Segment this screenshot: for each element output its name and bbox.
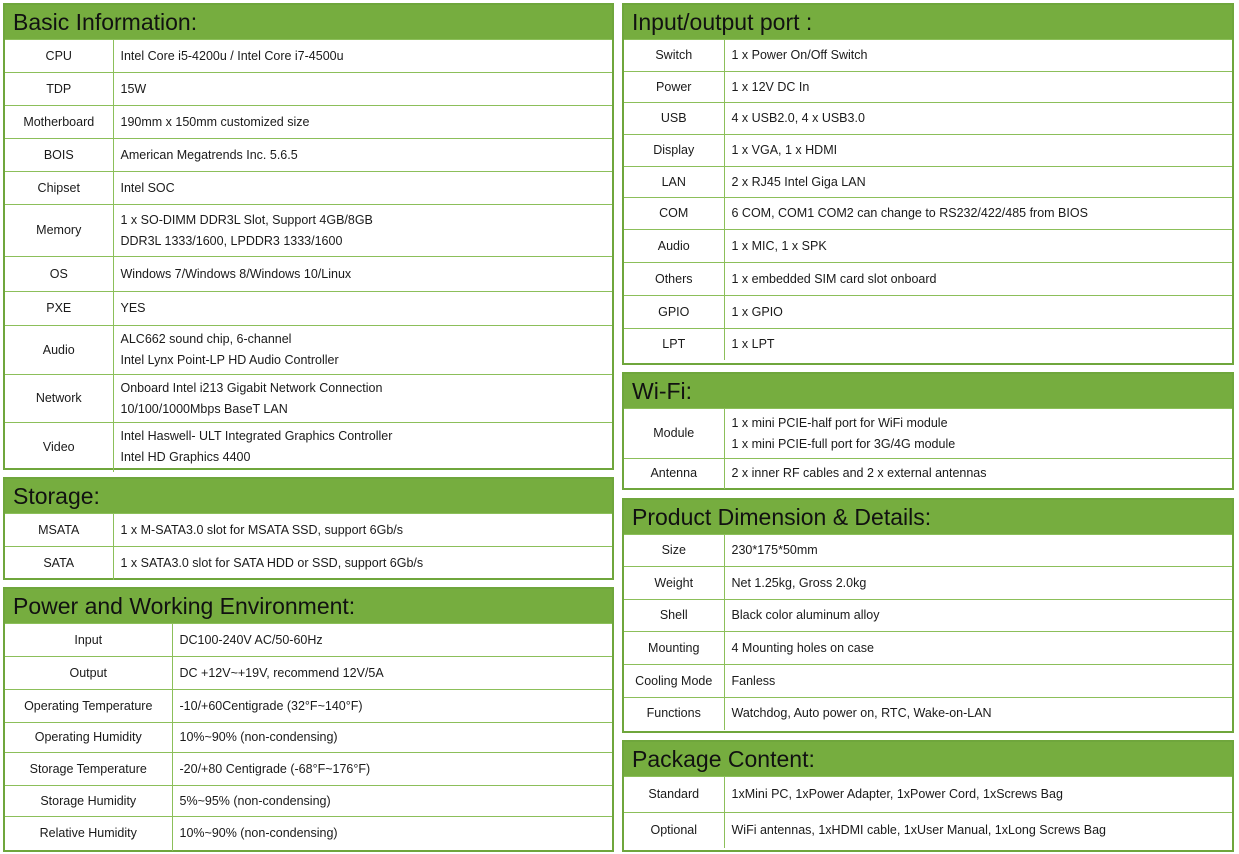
spec-row bbox=[5, 786, 612, 817]
spec-value-line: Fanless bbox=[731, 673, 776, 688]
spec-label: Storage Humidity bbox=[5, 786, 172, 817]
spec-value-line: 10%~90% (non-condensing) bbox=[179, 826, 338, 841]
spec-value bbox=[172, 657, 612, 690]
spec-value-line: 1 x 12V DC In bbox=[731, 79, 810, 94]
spec-label: Output bbox=[5, 657, 172, 690]
spec-value-line: 2 x RJ45 Intel Giga LAN bbox=[731, 174, 866, 189]
spec-label: Functions bbox=[624, 698, 724, 730]
spec-value-line: Intel Core i5-4200u / Intel Core i7-4500u bbox=[120, 48, 344, 63]
spec-row bbox=[624, 813, 1232, 848]
spec-value-line: DDR3L 1333/1600, LPDDR3 1333/1600 bbox=[120, 233, 343, 248]
spec-value bbox=[724, 459, 1232, 489]
spec-row bbox=[5, 139, 612, 172]
spec-label: Shell bbox=[624, 600, 724, 632]
spec-value bbox=[172, 753, 612, 786]
basic-information-section bbox=[3, 3, 614, 470]
spec-value bbox=[172, 624, 612, 657]
spec-value bbox=[172, 817, 612, 851]
spec-row bbox=[624, 135, 1232, 167]
spec-table bbox=[624, 39, 1232, 360]
spec-value-line: 1 x SO-DIMM DDR3L Slot, Support 4GB/8GB bbox=[120, 212, 373, 227]
spec-label: OS bbox=[5, 257, 113, 292]
spec-value-line: 2 x inner RF cables and 2 x external antennas bbox=[731, 466, 987, 481]
spec-label: Module bbox=[624, 409, 724, 459]
spec-value-line: 1 x mini PCIE-half port for WiFi module bbox=[731, 415, 948, 430]
spec-value bbox=[724, 296, 1232, 329]
spec-value-line: Net 1.25kg, Gross 2.0kg bbox=[731, 575, 867, 590]
spec-label: Storage Temperature bbox=[5, 753, 172, 786]
storage-section bbox=[3, 477, 614, 580]
spec-value bbox=[724, 230, 1232, 263]
spec-label: Weight bbox=[624, 567, 724, 600]
spec-value bbox=[113, 547, 612, 580]
spec-table bbox=[5, 39, 612, 472]
spec-value bbox=[113, 375, 612, 423]
spec-row bbox=[5, 817, 612, 851]
spec-row bbox=[624, 535, 1232, 567]
spec-label: Cooling Mode bbox=[624, 665, 724, 698]
spec-value-line: Windows 7/Windows 8/Windows 10/Linux bbox=[120, 266, 352, 281]
io-port-section bbox=[622, 3, 1234, 365]
spec-row bbox=[624, 329, 1232, 360]
spec-value-line: Onboard Intel i213 Gigabit Network Connection bbox=[120, 380, 383, 395]
spec-label: LPT bbox=[624, 329, 724, 360]
spec-value-line: -20/+80 Centigrade (-68°F~176°F) bbox=[179, 761, 371, 776]
spec-value-line: American Megatrends Inc. 5.6.5 bbox=[120, 147, 298, 162]
spec-value bbox=[724, 329, 1232, 360]
spec-value bbox=[724, 600, 1232, 632]
spec-label: Display bbox=[624, 135, 724, 167]
spec-label: Input bbox=[5, 624, 172, 657]
spec-row bbox=[5, 172, 612, 205]
spec-value-line: Black color aluminum alloy bbox=[731, 608, 880, 622]
spec-value-line: 1 x SATA3.0 slot for SATA HDD or SSD, support 6Gb/s bbox=[120, 555, 424, 570]
spec-value-line: 1 x LPT bbox=[731, 336, 775, 351]
spec-row bbox=[5, 624, 612, 657]
spec-label: Operating Temperature bbox=[5, 690, 172, 723]
spec-label: Relative Humidity bbox=[5, 817, 172, 851]
spec-label: Size bbox=[624, 535, 724, 567]
spec-value-line: Intel Lynx Point-LP HD Audio Controller bbox=[120, 353, 339, 367]
spec-value bbox=[113, 73, 612, 106]
spec-label: PXE bbox=[5, 292, 113, 326]
spec-label: COM bbox=[624, 198, 724, 230]
spec-row bbox=[624, 296, 1232, 329]
spec-label: Standard bbox=[624, 777, 724, 813]
spec-row bbox=[5, 73, 612, 106]
spec-label: Audio bbox=[624, 230, 724, 263]
spec-row bbox=[5, 106, 612, 139]
spec-row bbox=[5, 205, 612, 257]
spec-label: Video bbox=[5, 423, 113, 472]
spec-value-line: Intel SOC bbox=[120, 180, 175, 195]
spec-value-line: 1 x M-SATA3.0 slot for MSATA SSD, support 6Gb/s bbox=[120, 522, 404, 537]
spec-row bbox=[624, 665, 1232, 698]
spec-label: CPU bbox=[5, 40, 113, 73]
section-title: Input/output port : bbox=[624, 5, 1232, 39]
spec-row bbox=[624, 409, 1232, 459]
spec-value bbox=[724, 72, 1232, 103]
spec-label: MSATA bbox=[5, 514, 113, 547]
spec-row bbox=[624, 167, 1232, 198]
spec-row bbox=[5, 423, 612, 472]
spec-value bbox=[113, 172, 612, 205]
spec-table bbox=[624, 776, 1232, 848]
spec-value bbox=[113, 139, 612, 172]
spec-row bbox=[5, 690, 612, 723]
spec-value-line: DC +12V~+19V, recommend 12V/5A bbox=[179, 665, 384, 680]
spec-label: SATA bbox=[5, 547, 113, 580]
spec-value bbox=[724, 263, 1232, 296]
spec-value bbox=[724, 567, 1232, 600]
spec-label: BOIS bbox=[5, 139, 113, 172]
section-title: Power and Working Environment: bbox=[5, 589, 612, 623]
section-title: Package Content: bbox=[624, 742, 1232, 776]
spec-table bbox=[5, 623, 612, 851]
spec-value-line: Intel Haswell- ULT Integrated Graphics Controller bbox=[120, 429, 393, 444]
spec-value bbox=[113, 257, 612, 292]
spec-row bbox=[5, 723, 612, 753]
spec-value-line: 1 x VGA, 1 x HDMI bbox=[731, 143, 838, 157]
spec-label: Mounting bbox=[624, 632, 724, 665]
spec-table bbox=[624, 534, 1232, 730]
spec-value bbox=[724, 409, 1232, 459]
spec-label: USB bbox=[624, 103, 724, 135]
spec-label: Others bbox=[624, 263, 724, 296]
spec-value bbox=[113, 514, 612, 547]
spec-label: Motherboard bbox=[5, 106, 113, 139]
spec-value-line: WiFi antennas, 1xHDMI cable, 1xUser Manual, 1xLong Screws Bag bbox=[731, 822, 1106, 837]
spec-row bbox=[5, 40, 612, 73]
spec-value bbox=[172, 690, 612, 723]
spec-table bbox=[5, 513, 612, 580]
spec-value-line: Intel HD Graphics 4400 bbox=[120, 450, 251, 465]
spec-value-line: 5%~95% (non-condensing) bbox=[179, 793, 331, 808]
spec-value bbox=[113, 326, 612, 375]
spec-value bbox=[724, 777, 1232, 813]
spec-value bbox=[172, 723, 612, 753]
spec-row bbox=[5, 753, 612, 786]
spec-value bbox=[113, 423, 612, 472]
spec-label: Chipset bbox=[5, 172, 113, 205]
spec-row bbox=[5, 326, 612, 375]
spec-value-line: 15W bbox=[120, 81, 147, 96]
spec-row bbox=[624, 567, 1232, 600]
spec-value bbox=[113, 205, 612, 257]
spec-value-line: 1 x MIC, 1 x SPK bbox=[731, 238, 827, 253]
spec-value bbox=[724, 813, 1232, 848]
spec-value bbox=[724, 103, 1232, 135]
product-dimension-section bbox=[622, 498, 1234, 733]
spec-row bbox=[624, 198, 1232, 230]
spec-label: Optional bbox=[624, 813, 724, 848]
spec-value-line: -10/+60Centigrade (32°F~140°F) bbox=[179, 698, 363, 713]
spec-label: Power bbox=[624, 72, 724, 103]
spec-value-line: 6 COM, COM1 COM2 can change to RS232/422/485 from BIOS bbox=[731, 206, 1088, 220]
spec-label: Operating Humidity bbox=[5, 723, 172, 753]
spec-value-line: 1 x Power On/Off Switch bbox=[731, 48, 868, 62]
spec-value-line: 10/100/1000Mbps BaseT LAN bbox=[120, 401, 288, 416]
spec-value-line: 1xMini PC, 1xPower Adapter, 1xPower Cord, 1xScrews Bag bbox=[731, 787, 1063, 801]
spec-value bbox=[172, 786, 612, 817]
power-environment-section bbox=[3, 587, 614, 852]
section-title: Basic Information: bbox=[5, 5, 612, 39]
spec-value-line: 1 x mini PCIE-full port for 3G/4G module bbox=[731, 436, 956, 451]
spec-label: TDP bbox=[5, 73, 113, 106]
spec-row bbox=[624, 230, 1232, 263]
spec-value-line: Watchdog, Auto power on, RTC, Wake-on-LAN bbox=[731, 706, 992, 721]
spec-value bbox=[113, 106, 612, 139]
spec-row bbox=[624, 632, 1232, 665]
spec-row bbox=[5, 375, 612, 423]
spec-label: LAN bbox=[624, 167, 724, 198]
spec-row bbox=[624, 40, 1232, 72]
spec-label: Antenna bbox=[624, 459, 724, 489]
spec-row bbox=[624, 777, 1232, 813]
spec-label: Switch bbox=[624, 40, 724, 72]
package-content-section bbox=[622, 740, 1234, 852]
section-title: Storage: bbox=[5, 479, 612, 513]
spec-value bbox=[724, 198, 1232, 230]
spec-value-line: 190mm x 150mm customized size bbox=[120, 114, 310, 129]
spec-row bbox=[624, 459, 1232, 489]
spec-row bbox=[5, 547, 612, 580]
spec-label: Network bbox=[5, 375, 113, 423]
spec-value bbox=[724, 40, 1232, 72]
spec-value-line: 10%~90% (non-condensing) bbox=[179, 730, 338, 744]
spec-row bbox=[624, 600, 1232, 632]
spec-value bbox=[724, 632, 1232, 665]
spec-label: Memory bbox=[5, 205, 113, 257]
spec-value-line: 4 x USB2.0, 4 x USB3.0 bbox=[731, 111, 865, 125]
section-title: Wi-Fi: bbox=[624, 374, 1232, 408]
spec-table bbox=[624, 408, 1232, 489]
spec-value bbox=[724, 135, 1232, 167]
spec-row bbox=[624, 263, 1232, 296]
spec-label: GPIO bbox=[624, 296, 724, 329]
spec-value-line: YES bbox=[120, 301, 146, 315]
spec-value bbox=[724, 167, 1232, 198]
spec-row bbox=[624, 103, 1232, 135]
spec-row bbox=[5, 257, 612, 292]
spec-value-line: ALC662 sound chip, 6-channel bbox=[120, 332, 292, 346]
spec-row bbox=[5, 514, 612, 547]
wifi-section bbox=[622, 372, 1234, 490]
spec-value-line: 230*175*50mm bbox=[731, 543, 818, 557]
spec-value-line: 1 x embedded SIM card slot onboard bbox=[731, 271, 937, 286]
spec-row bbox=[624, 698, 1232, 730]
spec-value bbox=[724, 698, 1232, 730]
spec-value bbox=[724, 535, 1232, 567]
section-title: Product Dimension & Details: bbox=[624, 500, 1232, 534]
spec-value-line: DC100-240V AC/50-60Hz bbox=[179, 632, 323, 647]
spec-value-line: 4 Mounting holes on case bbox=[731, 640, 874, 655]
spec-row bbox=[5, 292, 612, 326]
spec-value bbox=[113, 292, 612, 326]
spec-row bbox=[624, 72, 1232, 103]
spec-label: Audio bbox=[5, 326, 113, 375]
spec-value-line: 1 x GPIO bbox=[731, 304, 783, 319]
spec-value bbox=[113, 40, 612, 73]
spec-value bbox=[724, 665, 1232, 698]
spec-row bbox=[5, 657, 612, 690]
